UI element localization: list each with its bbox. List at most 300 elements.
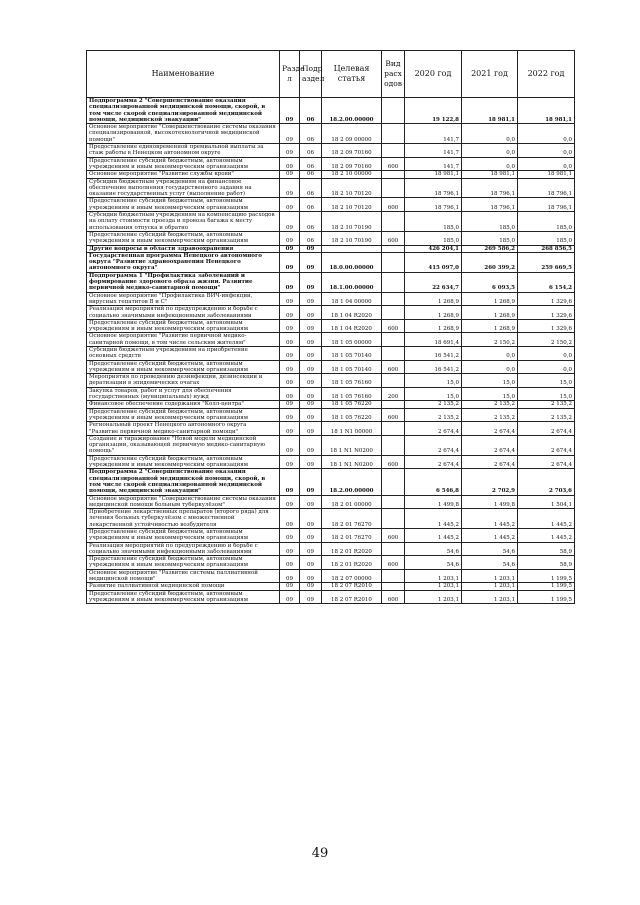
row-section: 09 <box>280 272 300 292</box>
row-value-2022: 58,9 <box>518 556 575 570</box>
row-value-2021: 2 674,4 <box>462 435 518 455</box>
row-value-2022: 259 669,5 <box>518 252 575 272</box>
row-target-article: 18 1 05 76160 <box>322 387 382 401</box>
row-subsection: 09 <box>300 292 322 306</box>
row-value-2020: 185,0 <box>405 231 462 245</box>
row-name: Другие вопросы в области здравоохранения <box>87 245 280 252</box>
row-section: 09 <box>280 306 300 320</box>
table-row <box>87 569 575 583</box>
row-value-2022: 0,0 <box>518 124 575 144</box>
row-expense-type <box>382 292 405 306</box>
row-value-2022: 1 199,5 <box>518 590 575 604</box>
table-row <box>87 374 575 388</box>
table-row <box>87 198 575 212</box>
table-row <box>87 408 575 422</box>
row-expense-type: 600 <box>382 529 405 543</box>
row-value-2022: 1 329,6 <box>518 292 575 306</box>
row-expense-type <box>382 171 405 178</box>
row-value-2022: 18 981,1 <box>518 98 575 124</box>
row-expense-type <box>382 178 405 198</box>
row-value-2022: 1 504,1 <box>518 495 575 509</box>
row-section: 09 <box>280 245 300 252</box>
row-value-2021: 0,0 <box>462 124 518 144</box>
row-expense-type <box>382 212 405 232</box>
row-target-article: 18 2 09 00000 <box>322 124 382 144</box>
row-subsection: 09 <box>300 422 322 436</box>
row-section: 09 <box>280 157 300 171</box>
row-section: 09 <box>280 198 300 212</box>
row-expense-type <box>382 374 405 388</box>
row-value-2020: 141,7 <box>405 144 462 158</box>
row-value-2021: 0,0 <box>462 157 518 171</box>
table-row <box>87 529 575 543</box>
row-section: 09 <box>280 590 300 604</box>
row-target-article: 18.0.00.00000 <box>322 252 382 272</box>
row-section: 09 <box>280 556 300 570</box>
row-target-article: 18 1 05 70140 <box>322 360 382 374</box>
table-row <box>87 435 575 455</box>
row-value-2020: 1 268,9 <box>405 292 462 306</box>
table-row <box>87 144 575 158</box>
header-subsection: Подр аздел <box>300 51 322 98</box>
row-value-2022: 2 150,2 <box>518 333 575 347</box>
row-value-2022: 1 445,2 <box>518 529 575 543</box>
header-year-2021: 2021 год <box>462 51 518 98</box>
table-row <box>87 387 575 401</box>
row-expense-type <box>382 144 405 158</box>
row-value-2020: 16 541,2 <box>405 360 462 374</box>
table-row <box>87 319 575 333</box>
row-subsection: 09 <box>300 401 322 408</box>
row-target-article: 18.2.00.00000 <box>322 98 382 124</box>
row-name: Реализация мероприятий по предупреждению и борьбе с социально значимыми инфекционными заболеваниями <box>87 542 280 556</box>
row-section: 09 <box>280 374 300 388</box>
header-year-2022: 2022 год <box>518 51 575 98</box>
row-name: Предоставление субсидий бюджетным, автономным учреждениям и иным некоммерческим организациям <box>87 556 280 570</box>
row-expense-type <box>382 495 405 509</box>
row-value-2020: 16 541,2 <box>405 346 462 360</box>
row-value-2021: 15,0 <box>462 374 518 388</box>
row-value-2021: 1 203,1 <box>462 583 518 590</box>
table-row <box>87 590 575 604</box>
row-name: Мероприятия по проведению дезинфекции, дезинсекции и дератизации в эпидемических очагах <box>87 374 280 388</box>
row-section: 09 <box>280 583 300 590</box>
row-name: Субсидии бюджетным учреждениям на приобретение основных средств <box>87 346 280 360</box>
row-expense-type: 600 <box>382 590 405 604</box>
row-subsection: 09 <box>300 374 322 388</box>
row-value-2020: 1 268,9 <box>405 306 462 320</box>
row-value-2020: 1 445,2 <box>405 529 462 543</box>
table-row <box>87 422 575 436</box>
table-row <box>87 124 575 144</box>
row-section: 09 <box>280 509 300 529</box>
row-value-2020: 15,0 <box>405 374 462 388</box>
row-expense-type <box>382 509 405 529</box>
row-value-2022: 18 796,1 <box>518 198 575 212</box>
row-name: Финансовое обеспечение содержания "Колл-центра" <box>87 401 280 408</box>
row-section: 09 <box>280 401 300 408</box>
row-value-2020: 2 674,4 <box>405 422 462 436</box>
row-target-article: 18 2 01 76270 <box>322 509 382 529</box>
row-value-2021: 2 135,2 <box>462 408 518 422</box>
row-value-2022: 15,0 <box>518 387 575 401</box>
row-value-2021: 1 445,2 <box>462 529 518 543</box>
row-expense-type: 600 <box>382 319 405 333</box>
row-target-article: 18 1 N1 N0200 <box>322 435 382 455</box>
row-value-2021: 1 268,9 <box>462 319 518 333</box>
table-row <box>87 292 575 306</box>
row-expense-type <box>382 583 405 590</box>
row-subsection: 09 <box>300 408 322 422</box>
row-name: Предоставление субсидий бюджетным, автономным учреждениям и иным некоммерческим организациям <box>87 455 280 469</box>
page-number: 49 <box>311 846 329 861</box>
row-target-article: 18 2 01 R2020 <box>322 556 382 570</box>
row-name: Предоставление субсидий бюджетным, автономным учреждениям и иным некоммерческим организациям <box>87 231 280 245</box>
row-value-2020: 18 981,1 <box>405 171 462 178</box>
row-value-2022: 58,9 <box>518 542 575 556</box>
row-target-article: 18 1 04 R2020 <box>322 319 382 333</box>
row-name: Реализация мероприятий по предупреждению и борьбе с социально значимыми инфекционными заболеваниями <box>87 306 280 320</box>
row-subsection: 09 <box>300 435 322 455</box>
row-value-2021: 18 981,1 <box>462 171 518 178</box>
row-value-2020: 19 122,8 <box>405 98 462 124</box>
table-row <box>87 360 575 374</box>
row-subsection: 06 <box>300 212 322 232</box>
row-value-2022: 0,0 <box>518 360 575 374</box>
row-value-2021: 185,0 <box>462 212 518 232</box>
row-name: Предоставление субсидий бюджетным, автономным учреждениям и иным некоммерческим организациям <box>87 529 280 543</box>
row-expense-type: 600 <box>382 360 405 374</box>
row-target-article: 18 1 04 00000 <box>322 292 382 306</box>
row-target-article: 18 1 05 76220 <box>322 401 382 408</box>
row-section: 09 <box>280 252 300 272</box>
table-row <box>87 212 575 232</box>
row-value-2022: 1 199,5 <box>518 569 575 583</box>
row-value-2021: 1 499,8 <box>462 495 518 509</box>
row-subsection: 09 <box>300 509 322 529</box>
table-row <box>87 495 575 509</box>
row-value-2020: 18 796,1 <box>405 198 462 212</box>
row-expense-type <box>382 569 405 583</box>
row-target-article: 18 1 05 70140 <box>322 346 382 360</box>
row-value-2022: 1 445,2 <box>518 509 575 529</box>
row-target-article: 18 1 05 76220 <box>322 408 382 422</box>
row-value-2021: 2 150,2 <box>462 333 518 347</box>
row-section: 09 <box>280 124 300 144</box>
row-subsection: 06 <box>300 98 322 124</box>
row-value-2021: 18 796,1 <box>462 178 518 198</box>
row-subsection: 09 <box>300 455 322 469</box>
table-row <box>87 272 575 292</box>
row-subsection: 09 <box>300 542 322 556</box>
table-row <box>87 245 575 252</box>
row-value-2021: 1 203,1 <box>462 569 518 583</box>
row-section: 09 <box>280 319 300 333</box>
row-name: Приобретение лекарственных препаратов (второго ряда) для лечения больных туберкулёзом с множественной лекарственной устойчивостью возбудителя <box>87 509 280 529</box>
row-subsection: 09 <box>300 495 322 509</box>
row-subsection: 09 <box>300 333 322 347</box>
row-value-2020: 6 546,8 <box>405 469 462 495</box>
row-value-2022: 2 135,2 <box>518 401 575 408</box>
row-name: Подпрограмма 2 "Совершенствование оказания специализированной медицинской помощи, скорой, в том числе скорой специализированной медицинской помощи, медицинской эвакуации" <box>87 98 280 124</box>
row-value-2021: 2 674,4 <box>462 422 518 436</box>
row-section: 09 <box>280 231 300 245</box>
table-row <box>87 401 575 408</box>
row-value-2022: 0,0 <box>518 346 575 360</box>
table-row <box>87 98 575 124</box>
row-name: Закупка товаров, работ и услуг для обеспечения государственных (муниципальных) нужд <box>87 387 280 401</box>
row-value-2021: 0,0 <box>462 144 518 158</box>
table-row <box>87 231 575 245</box>
table-row <box>87 455 575 469</box>
table-row <box>87 542 575 556</box>
row-expense-type: 600 <box>382 408 405 422</box>
row-name: Подпрограмма 1 "Профилактика заболеваний и формирование здорового образа жизни. Развитие первичной медико-санитарной помощи" <box>87 272 280 292</box>
row-value-2022: 18 796,1 <box>518 178 575 198</box>
row-target-article: 18 2 10 70190 <box>322 231 382 245</box>
row-expense-type <box>382 98 405 124</box>
row-value-2021: 18 981,1 <box>462 98 518 124</box>
row-subsection: 09 <box>300 252 322 272</box>
header-section: Разде л <box>280 51 300 98</box>
row-expense-type <box>382 401 405 408</box>
row-value-2020: 141,7 <box>405 157 462 171</box>
row-name: Основное мероприятие "Профилактика ВИЧ-инфекции, вирусных гепатитов В и С" <box>87 292 280 306</box>
row-value-2022: 2 703,6 <box>518 469 575 495</box>
row-expense-type: 600 <box>382 556 405 570</box>
row-target-article: 18 1 04 R2020 <box>322 306 382 320</box>
row-value-2020: 18 691,4 <box>405 333 462 347</box>
row-value-2021: 2 674,4 <box>462 455 518 469</box>
row-name: Государственная программа Ненецкого автономного округа "Развитие здравоохранения Ненецкого автономного округа" <box>87 252 280 272</box>
row-value-2022: 1 199,5 <box>518 583 575 590</box>
row-value-2020: 1 268,9 <box>405 319 462 333</box>
row-section: 09 <box>280 333 300 347</box>
row-target-article: 18.1.00.00000 <box>322 272 382 292</box>
row-name: Субсидии бюджетным учреждениям на компенсацию расходов на оплату стоимости проезда и провоза багажа к месту использования отпуска и обратно <box>87 212 280 232</box>
row-name: Основное мероприятие "Совершенствование системы оказания специализированной, высокотехнологичной медицинской помощи" <box>87 124 280 144</box>
row-name: Предоставление субсидий бюджетным, автономным учреждениям и иным некоммерческим организациям <box>87 360 280 374</box>
row-name: Субсидии бюджетным учреждениям на финансовое обеспечение выполнения государственного задания на оказание государственных услуг (выполнение работ) <box>87 178 280 198</box>
table-row <box>87 252 575 272</box>
row-target-article: 18 2 10 00000 <box>322 171 382 178</box>
row-section: 09 <box>280 569 300 583</box>
row-value-2020: 1 445,2 <box>405 509 462 529</box>
table-row <box>87 157 575 171</box>
table-row <box>87 556 575 570</box>
row-subsection: 09 <box>300 245 322 252</box>
row-value-2022: 0,0 <box>518 144 575 158</box>
row-target-article: 18 2 07 R2010 <box>322 583 382 590</box>
row-value-2022: 185,0 <box>518 231 575 245</box>
row-name: Предоставление субсидий бюджетным, автономным учреждениям и иным некоммерческим организациям <box>87 198 280 212</box>
row-expense-type <box>382 306 405 320</box>
row-subsection: 09 <box>300 583 322 590</box>
table-row <box>87 171 575 178</box>
row-value-2021: 2 135,2 <box>462 401 518 408</box>
row-value-2020: 415 097,0 <box>405 252 462 272</box>
row-name: Основное мероприятие "Развитие службы крови" <box>87 171 280 178</box>
row-expense-type: 600 <box>382 455 405 469</box>
row-value-2021: 15,0 <box>462 387 518 401</box>
row-target-article: 18 2 07 R2010 <box>322 590 382 604</box>
row-target-article: 18.2.00.00000 <box>322 469 382 495</box>
row-target-article: 18 2 10 70190 <box>322 212 382 232</box>
row-subsection: 09 <box>300 272 322 292</box>
row-value-2022: 1 329,6 <box>518 319 575 333</box>
row-expense-type: 600 <box>382 157 405 171</box>
table-row <box>87 306 575 320</box>
row-name: Предоставление единовременной премиальной выплаты за стаж работы в Ненецком автономном округе <box>87 144 280 158</box>
row-expense-type: 600 <box>382 231 405 245</box>
row-value-2022: 6 154,2 <box>518 272 575 292</box>
row-section: 09 <box>280 98 300 124</box>
row-value-2021: 1 445,2 <box>462 509 518 529</box>
table-body <box>87 98 575 604</box>
row-expense-type <box>382 346 405 360</box>
row-target-article: 18 2 07 00000 <box>322 569 382 583</box>
row-target-article: 18 2 10 70120 <box>322 198 382 212</box>
row-value-2022: 1 329,6 <box>518 306 575 320</box>
row-expense-type: 200 <box>382 387 405 401</box>
row-section: 09 <box>280 435 300 455</box>
row-value-2020: 2 674,4 <box>405 435 462 455</box>
row-name: Основное мероприятие "Развитие системы паллиативной медицинской помощи" <box>87 569 280 583</box>
row-expense-type <box>382 542 405 556</box>
row-target-article: 18 2 01 00000 <box>322 495 382 509</box>
row-name: Основное мероприятие "Совершенствование системы оказания медицинской помощи больным туберкулёзом" <box>87 495 280 509</box>
row-value-2021: 2 702,9 <box>462 469 518 495</box>
row-value-2022: 2 135,2 <box>518 408 575 422</box>
row-value-2020: 1 203,1 <box>405 590 462 604</box>
row-expense-type <box>382 333 405 347</box>
row-target-article: 18 2 09 70160 <box>322 157 382 171</box>
row-value-2020: 18 796,1 <box>405 178 462 198</box>
row-expense-type <box>382 245 405 252</box>
row-value-2021: 269 586,2 <box>462 245 518 252</box>
row-target-article: 18 2 10 70120 <box>322 178 382 198</box>
header-name: Наименование <box>87 51 280 98</box>
row-section: 09 <box>280 171 300 178</box>
row-subsection: 06 <box>300 178 322 198</box>
row-name: Развитие паллиативной медицинской помощи <box>87 583 280 590</box>
row-section: 09 <box>280 387 300 401</box>
row-value-2022: 18 981,1 <box>518 171 575 178</box>
row-section: 09 <box>280 422 300 436</box>
row-value-2022: 2 674,4 <box>518 435 575 455</box>
row-name: Предоставление субсидий бюджетным, автономным учреждениям и иным некоммерческим организациям <box>87 319 280 333</box>
row-value-2021: 260 399,2 <box>462 252 518 272</box>
row-value-2022: 268 856,5 <box>518 245 575 252</box>
row-section: 09 <box>280 455 300 469</box>
row-value-2020: 22 634,7 <box>405 272 462 292</box>
row-subsection: 09 <box>300 569 322 583</box>
row-expense-type <box>382 422 405 436</box>
table-row <box>87 583 575 590</box>
row-name: Основное мероприятие "Развитие первичной медико-санитарной помощи, в том числе сельским жителям" <box>87 333 280 347</box>
header-target-article: Целевая статья <box>322 51 382 98</box>
row-subsection: 09 <box>300 346 322 360</box>
row-subsection: 06 <box>300 124 322 144</box>
row-section: 09 <box>280 408 300 422</box>
row-value-2020: 1 203,1 <box>405 569 462 583</box>
row-value-2020: 426 204,1 <box>405 245 462 252</box>
row-section: 09 <box>280 292 300 306</box>
table-row <box>87 469 575 495</box>
row-target-article: 18 1 05 00000 <box>322 333 382 347</box>
row-name: Региональный проект Ненецкого автономного округа "Развитие первичной медико-санитарной помощи" <box>87 422 280 436</box>
row-section: 09 <box>280 346 300 360</box>
header-expense-type: Вид расх одов <box>382 51 405 98</box>
row-value-2022: 2 674,4 <box>518 422 575 436</box>
row-value-2022: 185,0 <box>518 212 575 232</box>
row-section: 09 <box>280 360 300 374</box>
table-row <box>87 333 575 347</box>
row-value-2021: 18 796,1 <box>462 198 518 212</box>
row-subsection: 06 <box>300 157 322 171</box>
row-target-article: 18 1 05 76160 <box>322 374 382 388</box>
row-expense-type <box>382 272 405 292</box>
row-value-2022: 0,0 <box>518 157 575 171</box>
row-section: 09 <box>280 212 300 232</box>
row-section: 09 <box>280 542 300 556</box>
row-value-2020: 1 499,8 <box>405 495 462 509</box>
header-year-2020: 2020 год <box>405 51 462 98</box>
row-subsection: 09 <box>300 469 322 495</box>
row-value-2021: 6 093,5 <box>462 272 518 292</box>
row-value-2021: 0,0 <box>462 360 518 374</box>
row-expense-type <box>382 252 405 272</box>
row-subsection: 09 <box>300 319 322 333</box>
row-name: Подпрограмма 2 "Совершенствование оказания специализированной медицинской помощи, скорой, в том числе скорой специализированной медицинской помощи, медицинской эвакуации" <box>87 469 280 495</box>
row-value-2020: 2 674,4 <box>405 455 462 469</box>
row-section: 09 <box>280 144 300 158</box>
row-subsection: 06 <box>300 231 322 245</box>
row-expense-type <box>382 469 405 495</box>
row-target-article: 18 2 01 76270 <box>322 529 382 543</box>
row-name: Предоставление субсидий бюджетным, автономным учреждениям и иным некоммерческим организациям <box>87 157 280 171</box>
row-expense-type: 600 <box>382 198 405 212</box>
row-subsection: 09 <box>300 529 322 543</box>
row-value-2020: 141,7 <box>405 124 462 144</box>
row-section: 09 <box>280 529 300 543</box>
row-value-2020: 15,0 <box>405 387 462 401</box>
row-name: Предоставление субсидий бюджетным, автономным учреждениям и иным некоммерческим организациям <box>87 590 280 604</box>
table-row <box>87 178 575 198</box>
row-value-2021: 1 268,9 <box>462 306 518 320</box>
row-expense-type <box>382 435 405 455</box>
table-row <box>87 509 575 529</box>
row-target-article: 18 1 N1 00000 <box>322 422 382 436</box>
row-value-2022: 15,0 <box>518 374 575 388</box>
table-row <box>87 346 575 360</box>
row-value-2020: 54,6 <box>405 556 462 570</box>
row-value-2021: 0,0 <box>462 346 518 360</box>
header-row <box>87 51 575 98</box>
row-value-2022: 2 674,4 <box>518 455 575 469</box>
row-value-2020: 185,0 <box>405 212 462 232</box>
row-subsection: 06 <box>300 171 322 178</box>
row-value-2020: 54,6 <box>405 542 462 556</box>
row-value-2021: 54,6 <box>462 542 518 556</box>
row-subsection: 09 <box>300 556 322 570</box>
row-name: Предоставление субсидий бюджетным, автономным учреждениям и иным некоммерческим организациям <box>87 408 280 422</box>
row-value-2021: 1 203,1 <box>462 590 518 604</box>
row-target-article: 18 2 09 70160 <box>322 144 382 158</box>
row-section: 09 <box>280 469 300 495</box>
row-subsection: 09 <box>300 590 322 604</box>
row-subsection: 09 <box>300 387 322 401</box>
